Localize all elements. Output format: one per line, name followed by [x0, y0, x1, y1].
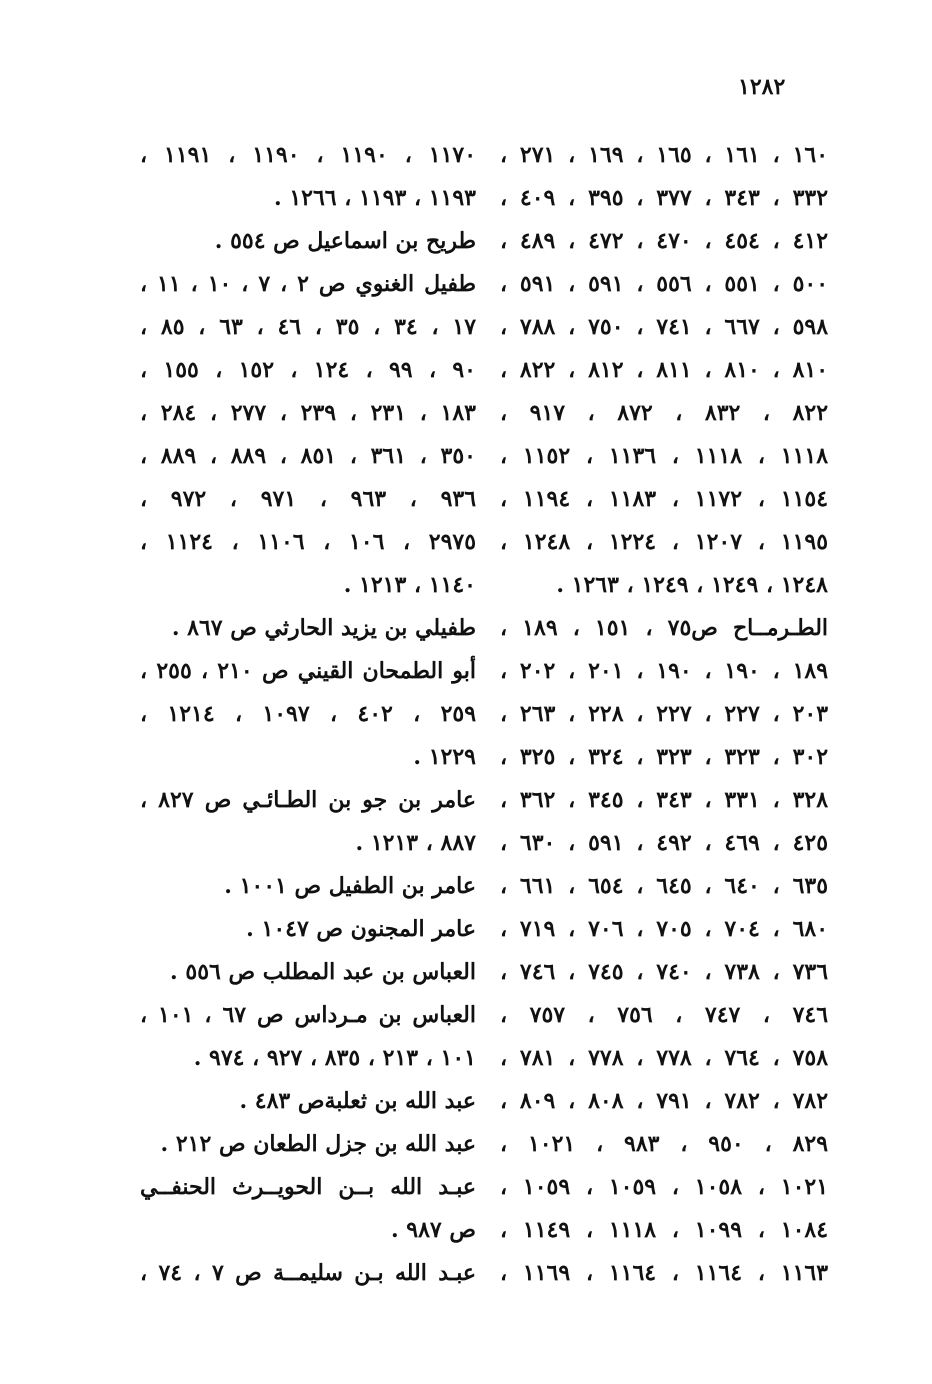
index-line: الطـرمــاح ص٧٥ ، ١٥١ ، ١٨٩ ، [500, 615, 829, 641]
right-index-column [500, 134, 828, 1295]
index-line: ١١٧٠ ، ١١٩٠ ، ١١٩٠ ، ١١٩١ ، [140, 142, 477, 168]
index-line: ٨٢٩ ، ٩٥٠ ، ٩٨٣ ، ١٠٢١ ، [500, 1131, 829, 1157]
index-line: طفيل الغنوي ص ٢ ، ٧ ، ١٠ ، ١١ ، [140, 271, 477, 297]
index-line: ١٢٢٩ . [413, 744, 476, 770]
index-line: ٣٢٨ ، ٣٣١ ، ٣٤٣ ، ٣٤٥ ، ٣٦٢ ، [500, 787, 829, 813]
index-line: ١١٦٣ ، ١١٦٤ ، ١١٦٤ ، ١١٦٩ ، [500, 1260, 829, 1286]
index-line: ٨٢٢ ، ٨٣٢ ، ٨٧٢ ، ٩١٧ ، [500, 400, 829, 426]
index-line: ٤٢٥ ، ٤٦٩ ، ٤٩٢ ، ٥٩١ ، ٦٣٠ ، [500, 830, 829, 856]
index-line: ١١٥٤ ، ١١٧٢ ، ١١٨٣ ، ١١٩٤ ، [500, 486, 829, 512]
index-line: ٨٨٧ ، ١٢١٣ . [355, 830, 476, 856]
index-line: ٣٥٠ ، ٣٦١ ، ٨٥١ ، ٨٨٩ ، ٨٨٩ ، [140, 443, 476, 469]
index-line: ٦٨٠ ، ٧٠٤ ، ٧٠٥ ، ٧٠٦ ، ٧١٩ ، [500, 916, 829, 942]
index-line: ١٧ ، ٣٤ ، ٣٥ ، ٤٦ ، ٦٣ ، ٨٥ ، [140, 314, 477, 340]
index-line: ٢٩٧٥ ، ١٠٦ ، ١١٠٦ ، ١١٢٤ ، [140, 529, 477, 555]
index-line: عبـد الله بـن سليمــة ص ٧ ، ٧٤ ، [140, 1260, 477, 1286]
index-line: ٩٠ ، ٩٩ ، ١٢٤ ، ١٥٢ ، ١٥٥ ، [140, 357, 476, 383]
index-line: عامر المجنون ص ١٠٤٧ . [246, 916, 476, 942]
index-line: ٧٣٦ ، ٧٣٨ ، ٧٤٠ ، ٧٤٥ ، ٧٤٦ ، [500, 959, 829, 985]
index-line: ١٠٨٤ ، ١٠٩٩ ، ١١١٨ ، ١١٤٩ ، [500, 1217, 829, 1243]
index-line: ٩٣٦ ، ٩٦٣ ، ٩٧١ ، ٩٧٢ ، [140, 486, 477, 512]
index-line: ١٨٩ ، ١٩٠ ، ١٩٠ ، ٢٠١ ، ٢٠٢ ، [500, 658, 829, 684]
index-line: ٧٨٢ ، ٧٨٢ ، ٧٩١ ، ٨٠٨ ، ٨٠٩ ، [500, 1088, 829, 1114]
index-line: ١٠١ ، ٢١٣ ، ٨٣٥ ، ٩٢٧ ، ٩٧٤ . [193, 1045, 476, 1071]
index-line: ٢٥٩ ، ٤٠٢ ، ١٠٩٧ ، ١٢١٤ ، [140, 701, 477, 727]
index-line: ٢٠٣ ، ٢٢٧ ، ٢٢٧ ، ٢٢٨ ، ٢٦٣ ، [500, 701, 829, 727]
index-line: ٤١٢ ، ٤٥٤ ، ٤٧٠ ، ٤٧٢ ، ٤٨٩ ، [500, 228, 829, 254]
index-line: ٣٣٢ ، ٣٤٣ ، ٣٧٧ ، ٣٩٥ ، ٤٠٩ ، [500, 185, 829, 211]
left-index-column [140, 134, 476, 1295]
index-line: العباس بن عبد المطلب ص ٥٥٦ . [170, 959, 476, 985]
index-line: طفيلي بن يزيد الحارثي ص ٨٦٧ . [171, 615, 476, 641]
index-line: ٥٩٨ ، ٦٦٧ ، ٧٤١ ، ٧٥٠ ، ٧٨٨ ، [500, 314, 829, 340]
index-line: أبو الطمحان القيني ص ٢١٠ ، ٢٥٥ ، [140, 658, 476, 684]
index-line: ٧٥٨ ، ٧٦٤ ، ٧٧٨ ، ٧٧٨ ، ٧٨١ ، [500, 1045, 829, 1071]
index-line: عبد الله بن جزل الطعان ص ٢١٢ . [160, 1131, 476, 1157]
index-line: ١٨٣ ، ٢٣١ ، ٢٣٩ ، ٢٧٧ ، ٢٨٤ ، [140, 400, 476, 426]
index-line: ٧٤٦ ، ٧٤٧ ، ٧٥٦ ، ٧٥٧ ، [500, 1002, 829, 1028]
index-line: ٣٠٢ ، ٣٢٣ ، ٣٢٣ ، ٣٢٤ ، ٣٢٥ ، [500, 744, 829, 770]
index-line: ص ٩٨٧ . [390, 1217, 476, 1243]
index-line: ٨١٠ ، ٨١٠ ، ٨١١ ، ٨١٢ ، ٨٢٢ ، [500, 357, 829, 383]
index-line: ١٠٢١ ، ١٠٥٨ ، ١٠٥٩ ، ١٠٥٩ ، [500, 1174, 829, 1200]
index-line: عبـد الله بــن الحويــرث الحنفــي [140, 1174, 476, 1200]
index-line: عامر بن الطفيل ص ١٠٠١ . [224, 873, 476, 899]
index-line: طريح بن اسماعيل ص ٥٥٤ . [214, 228, 476, 254]
index-line: ٥٠٠ ، ٥٥١ ، ٥٥٦ ، ٥٩١ ، ٥٩١ ، [500, 271, 829, 297]
index-line: ١٢٤٨ ، ١٢٤٩ ، ١٢٤٩ ، ١٢٦٣ . [556, 572, 828, 598]
index-line: ٦٣٥ ، ٦٤٠ ، ٦٤٥ ، ٦٥٤ ، ٦٦١ ، [500, 873, 829, 899]
index-line: ١١٩٣ ، ١١٩٣ ، ١٢٦٦ . [274, 185, 476, 211]
index-line: ١١٩٥ ، ١٢٠٧ ، ١٢٢٤ ، ١٢٤٨ ، [500, 529, 829, 555]
index-line: ١٦٠ ، ١٦١ ، ١٦٥ ، ١٦٩ ، ٢٧١ ، [500, 142, 829, 168]
index-line: ١١١٨ ، ١١١٨ ، ١١٣٦ ، ١١٥٢ ، [500, 443, 829, 469]
index-line: عامر بن جو بن الطـائـي ص ٨٢٧ ، [140, 787, 476, 813]
index-line: ١١٤٠ ، ١٢١٣ . [343, 572, 476, 598]
page-number: ١٢٨٢ [738, 74, 786, 100]
index-line: العباس بن مـرداس ص ٦٧ ، ١٠١ ، [140, 1002, 476, 1028]
index-line: عبد الله بن ثعلبةص ٤٨٣ . [239, 1088, 476, 1114]
